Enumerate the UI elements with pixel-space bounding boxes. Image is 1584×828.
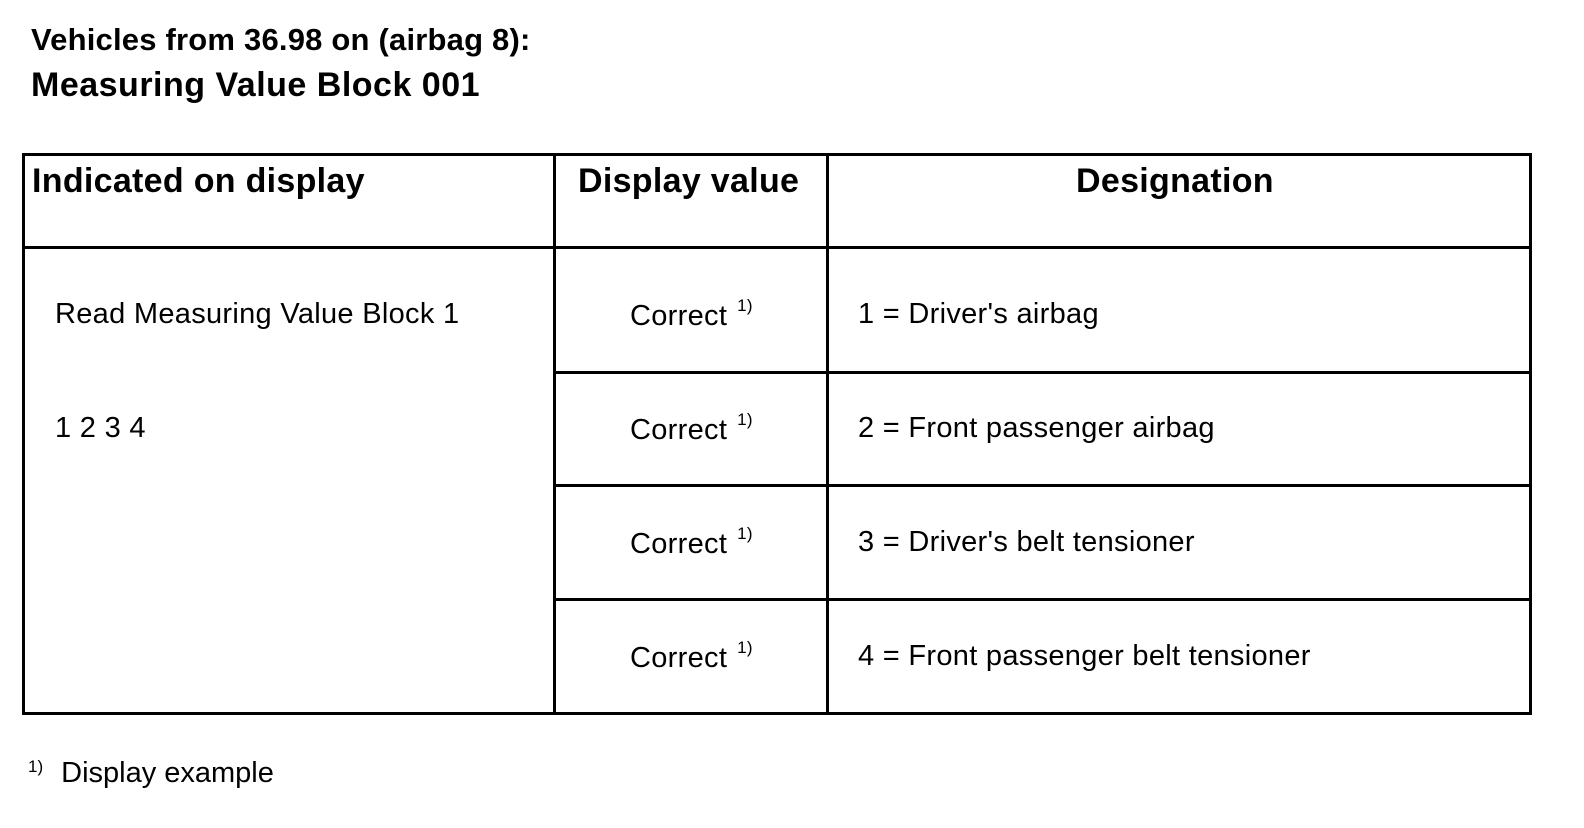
row-divider: [553, 598, 1532, 601]
indicated-digits: 1 2 3 4: [55, 412, 146, 444]
column-divider: [553, 153, 556, 715]
footnote-text: Display example: [61, 757, 274, 789]
column-divider: [826, 153, 829, 715]
page-title: Measuring Value Block 001: [31, 66, 481, 104]
display-value: Correct $^{1)}$: [630, 296, 753, 332]
row-divider: [553, 484, 1532, 487]
designation: 1 = Driver's airbag: [858, 298, 1099, 330]
column-header: Designation: [1076, 162, 1274, 200]
display-value: Correct $^{1)}$: [630, 524, 753, 560]
section-heading: Vehicles from 36.98 on (airbag 8):: [31, 22, 531, 57]
display-value: Correct $^{1)}$: [630, 638, 753, 674]
footnote: [28, 757, 274, 790]
column-header: Display value: [578, 162, 800, 200]
header-divider: [22, 246, 1532, 249]
indicated-text: Read Measuring Value Block 1: [55, 298, 460, 330]
column-header: Indicated on display: [32, 162, 365, 200]
designation: 3 = Driver's belt tensioner: [858, 526, 1195, 558]
designation: 4 = Front passenger belt tensioner: [858, 640, 1311, 672]
footnote-marker: 1): [737, 410, 753, 429]
display-value: Correct $^{1)}$: [630, 410, 753, 446]
table-frame: [22, 153, 1532, 715]
footnote-marker: 1): [737, 638, 753, 657]
footnote-marker: 1): [737, 296, 753, 315]
row-divider: [553, 371, 1532, 374]
designation: 2 = Front passenger airbag: [858, 412, 1215, 444]
footnote-marker: 1): [737, 524, 753, 543]
footnote-marker: 1): [28, 757, 44, 776]
